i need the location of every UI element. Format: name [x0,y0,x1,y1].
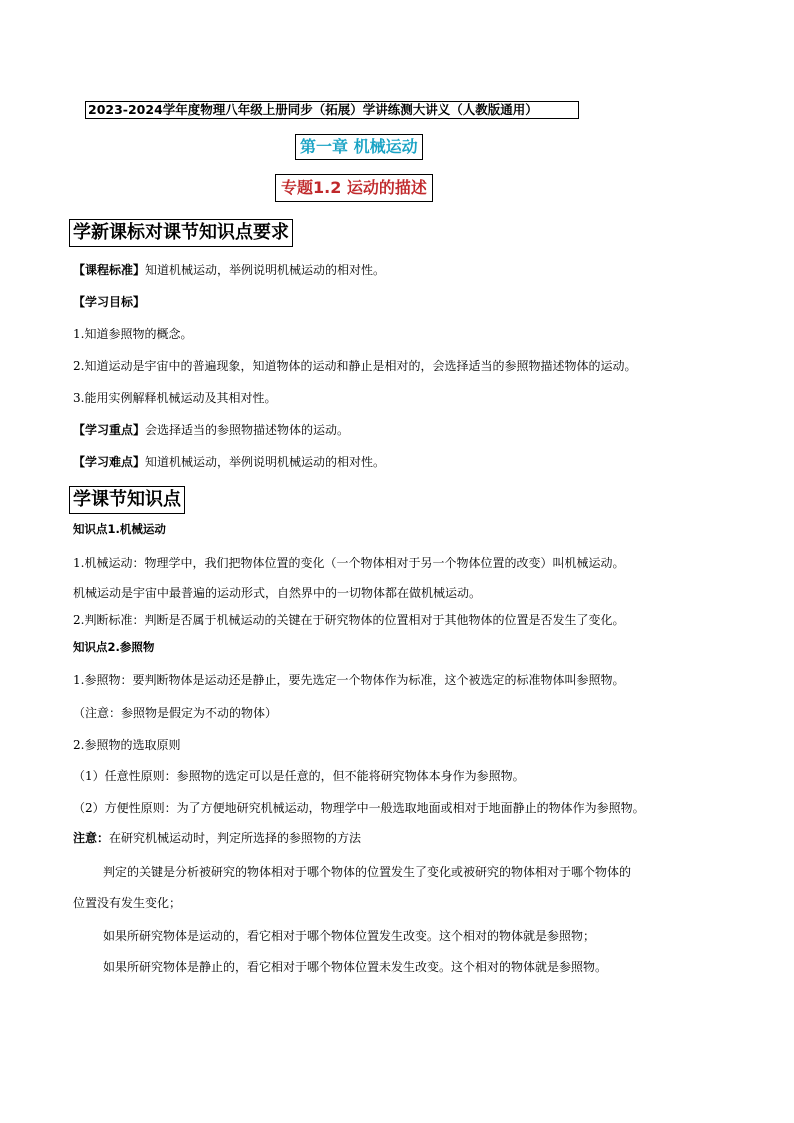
knowledge-point-1-title: 知识点1.机械运动 [73,522,166,536]
kp1-line-1: 1.机械运动：物理学中，我们把物体位置的变化（一个物体相对于另一个物体位置的改变）叫机械运动。 [73,556,625,570]
learning-difficulty [73,454,385,470]
note-paragraph-2: 如果所研究物体是运动的，看它相对于哪个物体位置发生改变。这个相对的物体就是参照物； [103,929,596,943]
kp2-line-5: （2）方便性原则：为了方便地研究机械运动，物理学中一般选取地面或相对于地面静止的物体作为参照物。 [73,801,645,815]
goal-3: 3.能用实例解释机械运动及其相对性。 [73,391,277,405]
kp2-line-2: （注意：参照物是假定为不动的物体） [73,706,278,720]
course-standard-label: 【课程标准】 [73,263,146,277]
learning-key-point [73,422,349,438]
kp2-line-1: 1.参照物：要判断物体是运动还是静止，要先选定一个物体作为标准，这个被选定的标准物体叫参照物。 [73,673,625,687]
section-heading-knowledge-points: 学课节知识点 [69,486,185,514]
note [73,830,361,846]
kp2-line-4: （1）任意性原则：参照物的选定可以是任意的，但不能将研究物体本身作为参照物。 [73,769,525,783]
note-paragraph-3: 如果所研究物体是静止的，看它相对于哪个物体位置未发生改变。这个相对的物体就是参照物。 [103,960,608,974]
kp1-line-3: 2.判断标准：判断是否属于机械运动的关键在于研究物体的位置相对于其他物体的位置是否发生了变化。 [73,613,625,627]
learning-goals-label: 【学习目标】 [73,295,146,309]
goal-2: 2.知道运动是宇宙中的普遍现象，知道物体的运动和静止是相对的，会选择适当的参照物描述物体的运动。 [73,359,637,373]
difficulty-label: 【学习难点】 [73,455,146,469]
topic-title: 专题1.2 运动的描述 [275,174,433,202]
goal-1: 1.知道参照物的概念。 [73,327,193,341]
kp2-line-3: 2.参照物的选取原则 [73,738,181,752]
note-text: 在研究机械运动时，判定所选择的参照物的方法 [109,831,362,845]
course-standard [73,262,385,278]
key-point-text: 会选择适当的参照物描述物体的运动。 [145,423,350,437]
kp1-line-2: 机械运动是宇宙中最普遍的运动形式，自然界中的一切物体都在做机械运动。 [73,586,482,600]
note-paragraph-1-continued: 位置没有发生变化； [73,896,182,910]
difficulty-text: 知道机械运动，举例说明机械运动的相对性。 [145,455,386,469]
note-label: 注意： [73,831,110,845]
section-heading-requirements: 学新课标对课节知识点要求 [69,219,293,247]
chapter-title: 第一章 机械运动 [295,134,423,160]
series-title: 2023-2024学年度物理八年级上册同步（拓展）学讲练测大讲义（人教版通用） [85,101,579,119]
course-standard-text: 知道机械运动，举例说明机械运动的相对性。 [145,263,386,277]
knowledge-point-2-title: 知识点2.参照物 [73,640,155,654]
key-point-label: 【学习重点】 [73,423,146,437]
note-paragraph-1: 判定的关键是分析被研究的物体相对于哪个物体的位置发生了变化或被研究的物体相对于哪个物体的 [103,865,632,879]
